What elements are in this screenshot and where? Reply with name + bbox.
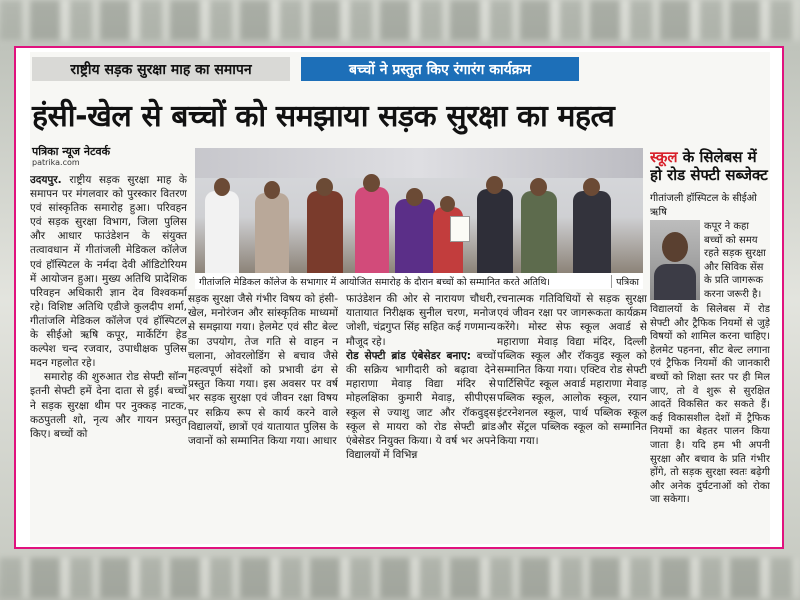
sidebar-headline-highlight: स्कूल	[650, 148, 678, 166]
person-figure	[477, 189, 513, 273]
event-photo	[195, 148, 643, 273]
article-column-3	[346, 292, 496, 537]
person-figure	[255, 193, 289, 273]
headline: हंसी-खेल से बच्चों को समझाया सड़क सुरक्षा का महत्व	[32, 99, 615, 134]
background-blur-top	[0, 0, 800, 40]
person-head	[486, 176, 503, 194]
sidebar-wrap-text: कपूर ने कहा बच्चों को समय रहते सड़क सुरक्षा और सिविक सेंस के प्रति जागरूक करना जरूरी है।	[704, 221, 766, 300]
kicker-bar	[30, 52, 770, 84]
article-column-1	[30, 173, 187, 543]
person-head	[530, 178, 547, 196]
person-figure	[355, 187, 389, 273]
person-head	[440, 196, 455, 212]
person-head	[363, 174, 380, 192]
person-head	[583, 178, 600, 196]
person-head	[316, 178, 333, 196]
sidebar-article	[650, 148, 770, 538]
stage-banner	[195, 148, 643, 178]
column-1-text-2: समारोह की शुरुआत रोड सेफ्टी सॉन्ग इतनी सेफ्टी हमें देना दाता से हुई। बच्चों ने सड़क सुरक्षा थीम पर नुक्कड़ नाटक, कठपुतली शो, नृत्य और गायन प्रस्तुत किए। बच्चों को	[30, 371, 187, 440]
person-figure	[307, 191, 343, 273]
kicker-left: राष्ट्रीय सड़क सुरक्षा माह का समापन	[32, 57, 290, 81]
caption-text: गीतांजलि मेडिकल कॉलेज के सभागार में आयोजित समारोह के दौरान बच्चों को सम्मानित करते अतिथि।	[199, 276, 550, 288]
person-head	[214, 178, 230, 196]
article-column-4	[497, 292, 647, 537]
portrait-body	[654, 264, 696, 300]
person-head	[406, 188, 423, 206]
person-head	[264, 181, 280, 199]
clipping-frame	[14, 46, 784, 549]
certificate	[450, 216, 470, 242]
kicker-right: बच्चों ने प्रस्तुत किए रंगारंग कार्यक्रम	[301, 57, 579, 81]
sidebar-headline-rest: के सिलेबस में हो रोड सेफ्टी सब्जेक्ट	[650, 148, 768, 184]
speaker-portrait	[650, 220, 700, 300]
column-1-text: राष्ट्रीय सड़क सुरक्षा माह के समापन पर मंगलवार को पुरस्कार वितरण एवं सांस्कृतिक समारोह हुआ। परिवहन एवं सड़क सुरक्षा विभाग, जिला पुलिस और आधार फाउंडेशन के संयुक्त तत्वावधान में गीतांजली मेडिकल कॉलेज एवं हॉस्पिटल के नर्मदा देवी ऑडिटोरियम में आयोजन हुआ। मुख्य अतिथि प्रादेशिक परिवहन अधिकारी ज्ञान देव विश्वकर्मा रहे। विशिष्ट अतिथि एडीजे कुलदीप शर्मा, गीतांजलि मेडिकल कॉलेज एवं हॉस्पिटल के सीईओ ऋषि कपूर, मार्केटिंग हेड कल्पेश चन्द रजवार, उपाधीक्षक पुलिस मदन गहलोत रहे।	[30, 174, 187, 370]
newspaper-clipping	[30, 52, 770, 544]
column-2-text: सड़क सुरक्षा जैसे गंभीर विषय को हंसी-खेल, मनोरंजन और सांस्कृतिक माध्यमों से समझाया गया। हेलमेट एवं सीट बेल्ट का उपयोग, तेज गति से वाहन न चलाना, ओवरलोडिंग से बचाव जैसे महत्वपूर्ण संदेशों को प्रभावी ढंग से प्रस्तुत किया गया। इस अवसर पर वर्ष भर सड़क सुरक्षा एवं जीवन रक्षा विषय पर सक्रिय रूप से कार्य करने वाले विद्यालयों, छात्रों एवं यातायात पुलिस के जवानों को सम्मानित किया गया। आधार	[188, 293, 338, 448]
byline: पत्रिका न्यूज नेटवर्क	[32, 145, 111, 158]
article-column-2	[188, 292, 338, 537]
person-figure	[205, 191, 239, 273]
sidebar-text: विद्यालयों के सिलेबस में रोड सेफ्टी और ट्रैफिक नियमों से जुड़े विषयों को शामिल करना चाहिए। हेलमेट पहनना, सीट बेल्ट लगाना एवं ट्रैफिक नियमों की जानकारी बच्चों को शिक्षा स्तर पर ही मिल जाए, तो वे शुरू से सुरक्षित आदतें विकसित कर सकते हैं। कई विकासशील देशों में ट्रैफिक नियमों का बेहतर पालन किया जाता है। यदि हम भी अपनी सुरक्षा और बचाव के प्रति गंभीर होंगे, तो सड़क सुरक्षा स्वतः बढ़ेगी और अनेक दुर्घटनाओं को रोका जा सकेगा।	[650, 304, 770, 506]
background-blur-bottom	[0, 558, 800, 598]
column-4-text: रचनात्मक गतिविधियों से सड़क सुरक्षा एवं जीवन रक्षा पर जागरूकता कार्यक्रम करेंगे। मोस्ट सेफ स्कूल अवार्ड से महाराणा मेवाड़ विद्या मंदिर, दिल्ली पब्लिक स्कूल और रॉकवुड स्कूल को सम्मानित किया गया। एक्टिव रोड सेफ्टी पार्टिसिपेंट स्कूल अवार्ड महाराणा मेवाड़ पब्लिक स्कूल, आलोक स्कूल, रयान इंटरनेशनल स्कूल, पार्थ पब्लिक स्कूल और सेंट्रल पब्लिक स्कूल को सम्मानित किया गया।	[497, 293, 647, 448]
sidebar-headline	[650, 148, 770, 184]
person-figure	[395, 199, 435, 273]
column-3-text: फाउंडेशन की ओर से नारायण चौधरी, यातायात निरीक्षक सुनील चरण, मनोज जोशी, चंद्रगुप्त सिंह सहित कई गणमान्य मौजूद रहे।	[346, 293, 496, 348]
photo-credit: पत्रिका	[611, 275, 643, 288]
sidebar-lead: गीतांजली हॉस्पिटल के सीईओ ऋषि	[650, 193, 757, 218]
portrait-head	[662, 232, 688, 262]
site-name: patrika.com	[32, 158, 80, 167]
person-figure	[521, 191, 557, 273]
dateline: उदयपुर.	[30, 174, 62, 186]
photo-caption	[195, 273, 643, 289]
person-figure	[573, 191, 611, 273]
subhead-brand-ambassador: रोड सेफ्टी ब्रांड एंबेसेडर बनाए:	[346, 349, 472, 362]
column-3-text-2: बच्चों की सक्रिय भागीदारी को बढ़ावा देने महाराणा मेवाड़ विद्या मंदिर से मोहलक्षिका कुमारी मेवाड़, सीपीएस स्कूल से ज्याशु जाट और रॉकवुड्स स्कूल से मायरा को रोड सेफ्टी ब्रांड एंबेसेडर नियुक्त किया। ये वर्ष भर अपने विद्यालयों में विभिन्न	[346, 349, 496, 462]
